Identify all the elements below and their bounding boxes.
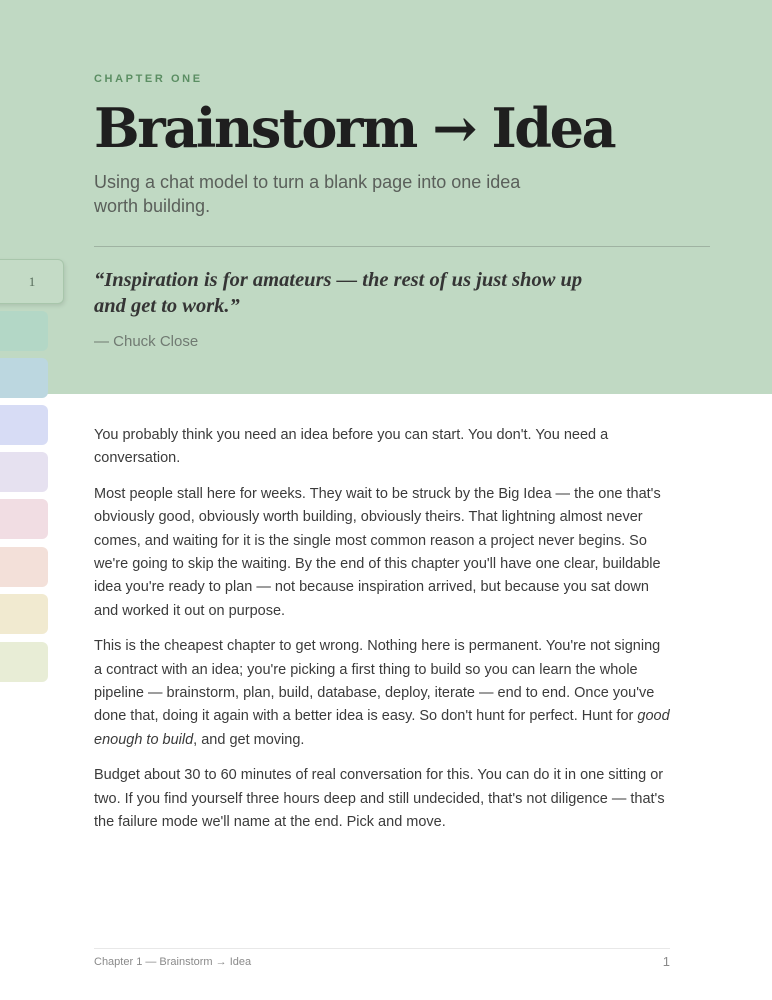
footer-divider [94, 948, 670, 949]
chapter-tab[interactable] [0, 311, 48, 351]
body-paragraph: You probably think you need an idea before you can start. You don't. You need a conversation. [94, 427, 609, 467]
header-divider [94, 246, 710, 247]
body-paragraph: Budget about 30 to 60 minutes of real conversation for this. You can do it in one sitting or two. If you find yourself three hours deep and still undecided, that's not diligence — that's the failure mode we'll name at the end. Pick and move. [94, 767, 665, 831]
chapter-tab[interactable] [0, 452, 48, 492]
chapter-tab-active[interactable] [0, 259, 64, 304]
body-paragraph [94, 635, 672, 752]
body-text: This is the cheapest chapter to get wrong. Nothing here is permanent. You're not signing a contract with an idea; you're picking a first thing to build so you can learn the whole pipeline — brainstorm, plan, build, database, deploy, iterate — end to end. Once you've done that, doing it again with a better idea is easy. So don't hunt for perfect. Hunt for [94, 638, 661, 725]
chapter-tab[interactable] [0, 358, 48, 398]
chapter-tab[interactable] [0, 405, 48, 445]
chapter-header [0, 0, 772, 394]
chapter-subtitle: Using a chat model to turn a blank page into one idea worth building. [94, 172, 521, 216]
body-emphasis: good enough to build [94, 708, 670, 748]
page-number: 1 [662, 954, 670, 969]
chapter-tab[interactable] [0, 594, 48, 634]
chapter-kicker: CHAPTER ONE [94, 73, 203, 85]
body-paragraph: Most people stall here for weeks. They wait to be struck by the Big Idea — the one that's obviously good, obviously worth building, obviously theirs. That lightning almost never comes, and waiting for it is the single most common reason a project never begins. So we're going to skip the waiting. By the end of this chapter you'll have one clear, buildable idea you're ready to plan — not because inspiration arrived, but because you sat down and worked it out on purpose. [94, 485, 661, 619]
epigraph-quote: “Inspiration is for amateurs — the rest of us just show up and get to work.” [94, 269, 583, 317]
body-text: , and get moving. [193, 731, 305, 748]
chapter-tab[interactable] [0, 499, 48, 539]
chapter-tab[interactable] [0, 547, 48, 587]
chapter-tab[interactable] [0, 642, 48, 682]
chapter-title: Brainstorm → Idea [94, 96, 615, 160]
chapter-tab-label: 1 [28, 273, 36, 289]
running-title: Chapter 1 — Brainstorm → Idea [94, 956, 252, 968]
chapter-body [94, 424, 672, 847]
epigraph-attribution: — Chuck Close [94, 333, 199, 350]
